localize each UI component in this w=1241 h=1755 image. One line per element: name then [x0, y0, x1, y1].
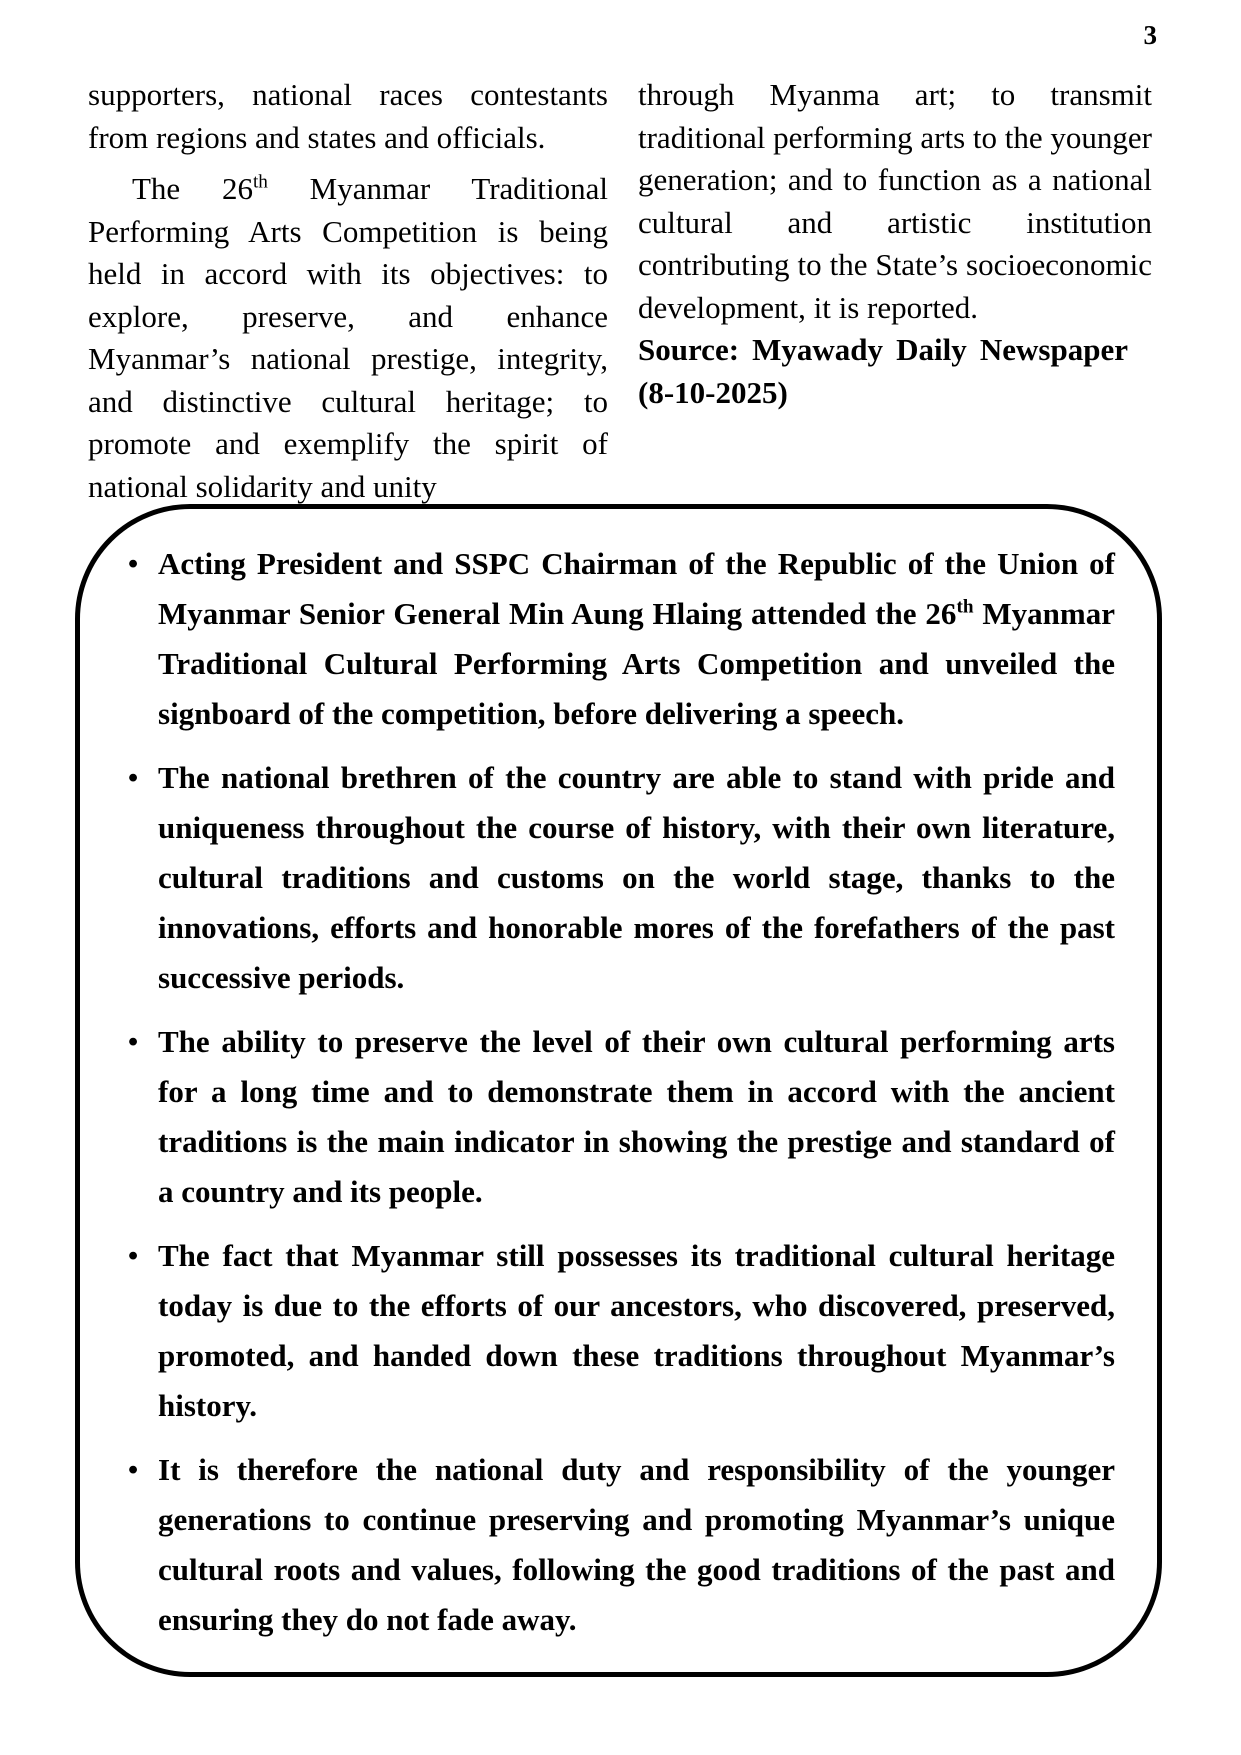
bullet-icon: • [128, 548, 139, 580]
list-item [128, 539, 1115, 739]
list-item [128, 1445, 1115, 1645]
bullet-icon: • [128, 762, 139, 794]
bullet-text [158, 1017, 1115, 1217]
article-left-column [88, 74, 608, 508]
bullet-icon: • [128, 1454, 139, 1486]
ordinal-superscript: th [252, 171, 268, 193]
highlights-box [75, 504, 1162, 1677]
source-attribution: Source: Myawady Daily Newspaper (8-10-2025) [638, 332, 1128, 410]
paragraph-competition-prefix: The 26 [132, 171, 253, 206]
bullet-text-prefix: The ability to preserve the level of their own cultural performing arts for a long time and to demonstrate them in accord with the ancient traditions is the main indicator in showing the prestige and standard of a country and its people. [158, 1024, 1115, 1209]
bullet-icon: • [128, 1026, 139, 1058]
bullet-text [158, 1231, 1115, 1431]
bullet-text-rest: Myanmar Traditional Cultural Performing Arts Competition and unveiled the signboard of the competition, before delivering a speech. [158, 596, 1115, 731]
highlights-list [128, 539, 1115, 1645]
article-columns [88, 74, 1152, 508]
bullet-text-prefix: It is therefore the national duty and responsibility of the younger generations to continue preserving and promoting Myanmar’s unique cultural roots and values, following the good traditions of the past and ensuring they do not fade away. [158, 1452, 1115, 1637]
list-item [128, 1017, 1115, 1217]
list-item [128, 1231, 1115, 1431]
paragraph-competition-rest: Myanmar Traditional Performing Arts Competition is being held in accord with its objectives: to explore, preserve, and enhance Myanmar’s national prestige, integrity, and distinctive cultural heritage; to promote and exemplify the spirit of national solidarity and unity [88, 171, 608, 504]
bullet-text-prefix: The fact that Myanmar still possesses its traditional cultural heritage today is due to the efforts of our ancestors, who discovered, preserved, promoted, and handed down these traditions throughout Myanmar’s history. [158, 1238, 1115, 1423]
paragraph-continuation: supporters, national races contestants from regions and states and officials. [88, 77, 608, 155]
article-right-column [638, 74, 1152, 508]
bullet-text [158, 753, 1115, 1003]
bullet-text-prefix: Acting President and SSPC Chairman of the Republic of the Union of Myanmar Senior General Min Aung Hlaing attended the 26 [158, 546, 1115, 631]
bullet-text [158, 1445, 1115, 1645]
bullet-text-prefix: The national brethren of the country are able to stand with pride and uniqueness throughout the course of history, with their own literature, cultural traditions and customs on the world stage, thanks to the innovations, efforts and honorable mores of the forefathers of the past successive periods. [158, 760, 1115, 995]
bullet-text [158, 539, 1115, 739]
paragraph-objectives-continued: through Myanma art; to transmit traditional performing arts to the younger generation; and to function as a national cultural and artistic institution contributing to the State’s socioeconomic development, it is reported. [638, 77, 1152, 325]
ordinal-superscript: th [956, 596, 974, 618]
page-number: 3 [1143, 20, 1157, 50]
bullet-icon: • [128, 1240, 139, 1272]
paragraph-competition [88, 168, 608, 508]
list-item [128, 753, 1115, 1003]
